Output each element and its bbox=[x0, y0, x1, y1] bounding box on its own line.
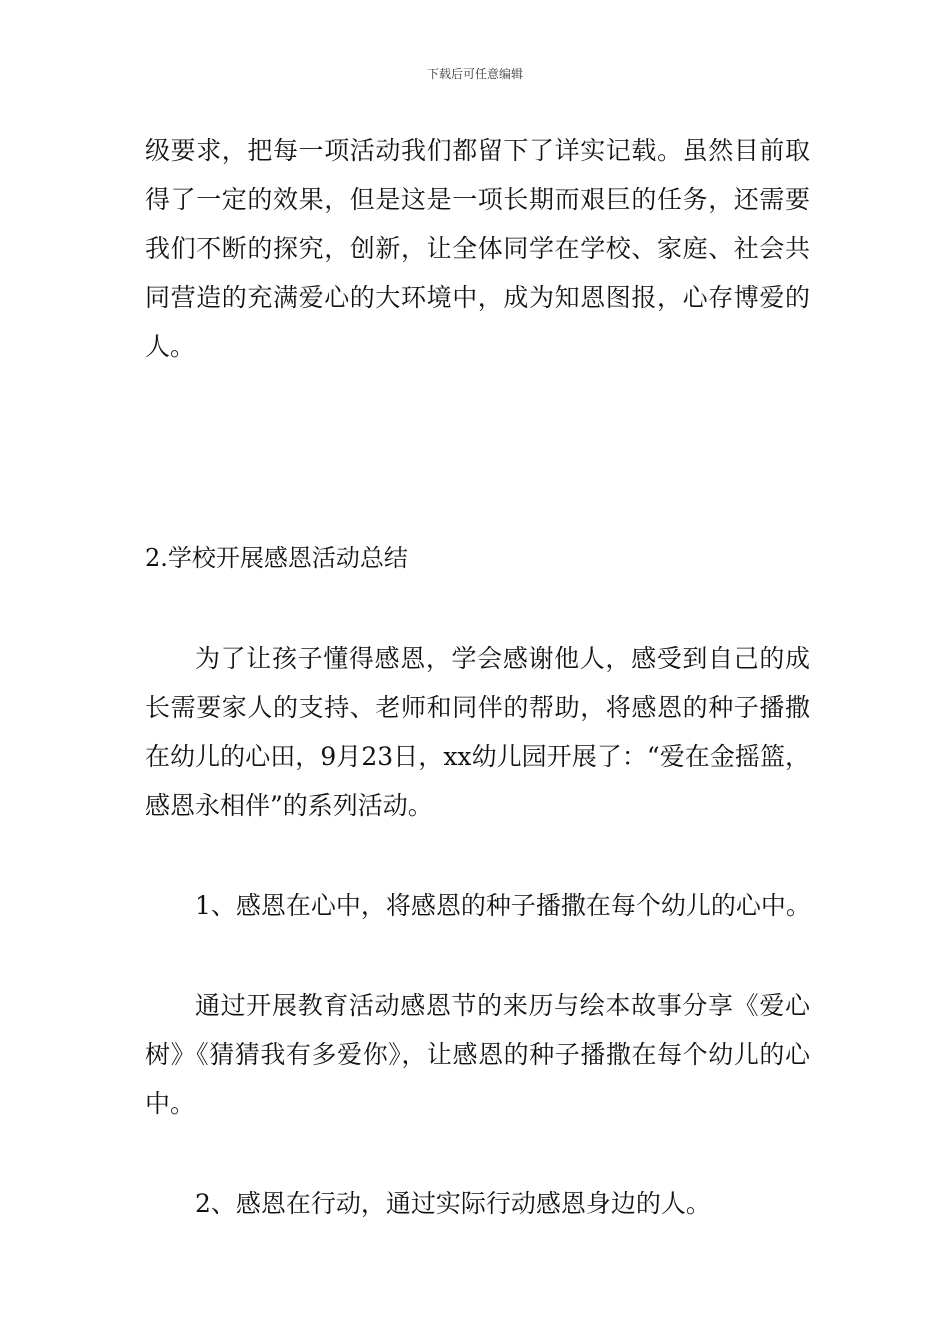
list-item-2-title: 2、感恩在行动，通过实际行动感恩身边的人。 bbox=[195, 1189, 711, 1218]
page-header: 下载后可任意编辑 bbox=[426, 67, 523, 81]
list-item-1-title: 1、感恩在心中，将感恩的种子播撒在每个幼儿的心中。 bbox=[195, 891, 811, 920]
list-item-1-body: 通过开展教育活动感恩节的来历与绘本故事分享《爱心树》《猜猜我有多爱你》，让感恩的种子播撒在每个幼儿的心中。 bbox=[145, 991, 810, 1118]
paragraph-intro: 为了让孩子懂得感恩，学会感谢他人，感受到自己的成长需要家人的支持、老师和同伴的帮助，将感恩的种子播撒在幼儿的心田，9月23日，xx幼儿园开展了：“爱在金摇篮，感恩永相伴”的系列活动。 bbox=[145, 644, 810, 820]
section-heading: 2.学校开展感恩活动总结 bbox=[145, 544, 408, 572]
document-body bbox=[145, 126, 810, 1228]
paragraph-continuation: 级要求，把每一项活动我们都留下了详实记载。虽然目前取得了一定的效果，但是这是一项长期而艰巨的任务，还需要我们不断的探究，创新，让全体同学在学校、家庭、社会共同营造的充满爱心的大环境中，成为知恩图报，心存博爱的人。 bbox=[145, 136, 810, 361]
